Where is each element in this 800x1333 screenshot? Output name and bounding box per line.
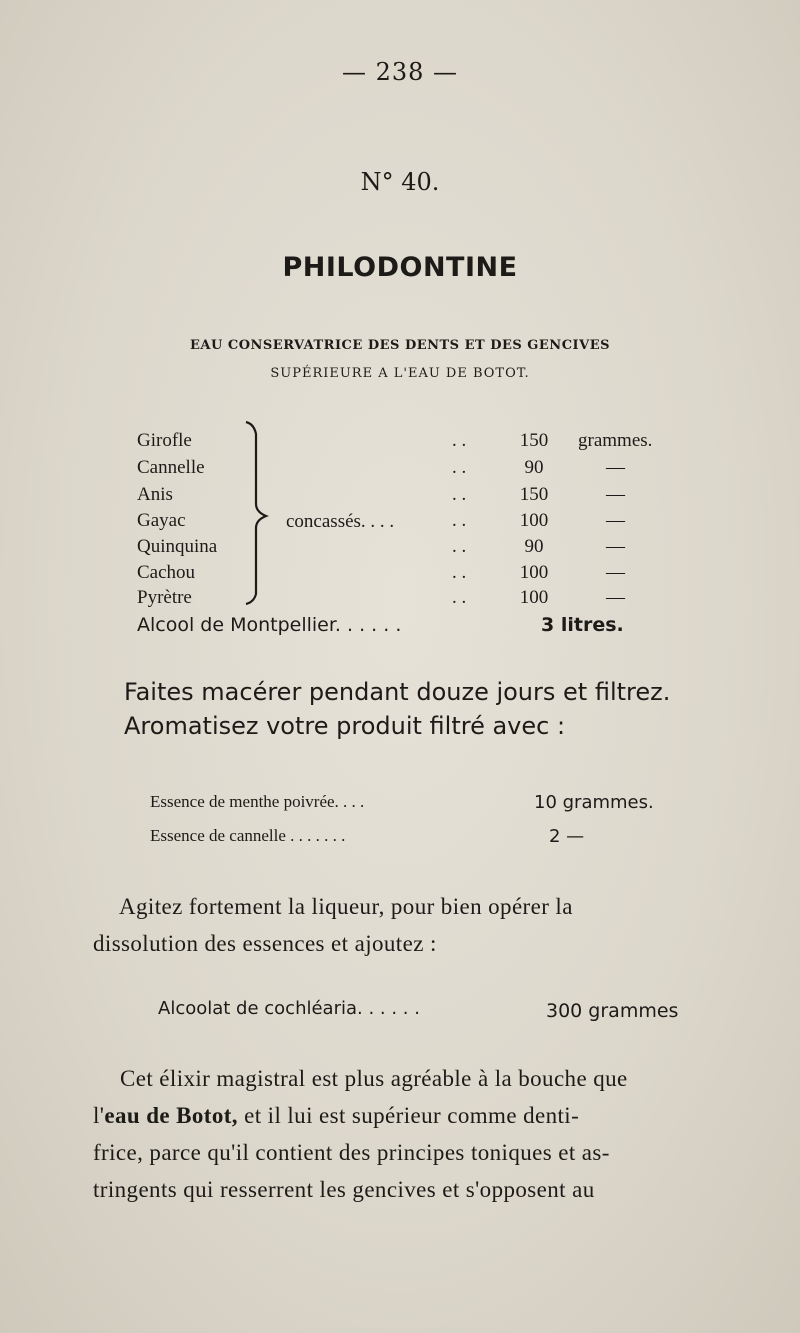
ingredient-name: Anis: [137, 484, 173, 505]
ingredient-qty: 100: [519, 562, 549, 583]
ingredient-qty: 90: [524, 457, 544, 478]
page-number: — 238 —: [341, 58, 459, 86]
final-line-1: Cet élixir magistral est plus agréable à la bouche que: [120, 1066, 628, 1091]
ingredient-qty: 100: [519, 510, 549, 531]
ingredient-qty: 100: [519, 587, 549, 608]
ingredient-unit: —: [606, 587, 625, 608]
essence-qty: 10 grammes.: [534, 792, 654, 813]
ingredient-unit: —: [606, 510, 625, 531]
final-line-4: tringents qui resserrent les gencives et s'opposent au: [93, 1177, 595, 1202]
instruction-aromatise: Aromatisez votre produit filtré avec :: [124, 712, 566, 740]
ingredient-name: Quinquina: [137, 536, 218, 557]
cochlearia-line: Alcoolat de cochléaria. . . . . .: [158, 998, 420, 1019]
ingredient-qty: 150: [519, 430, 549, 451]
recipe-title: PHILODONTINE: [282, 252, 518, 283]
eau-de-botot: eau de Botot,: [104, 1103, 238, 1128]
ingredient-unit: —: [606, 536, 625, 557]
agitez-line-2: dissolution des essences et ajoutez :: [93, 931, 437, 956]
ingredient-qty: 90: [524, 536, 544, 557]
ingredient-dots: . .: [452, 587, 467, 608]
cochlearia-qty: 300 grammes: [546, 1000, 679, 1022]
ingredient-name: Girofle: [137, 430, 192, 451]
ingredient-name: Gayac: [137, 510, 186, 531]
ingredient-dots: . .: [452, 536, 467, 557]
agitez-line-1: Agitez fortement la liqueur, pour bien opérer la: [119, 894, 573, 919]
alcool-qty: 3 litres.: [541, 614, 624, 636]
instruction-macerate: Faites macérer pendant douze jours et filtrez.: [124, 678, 671, 706]
essence-name: Essence de menthe poivrée. . . .: [150, 792, 365, 811]
recipe-number: N° 40.: [360, 168, 440, 196]
ingredient-name: Pyrètre: [137, 587, 192, 608]
subtitle-line-1: EAU CONSERVATRICE DES DENTS ET DES GENCIVES: [190, 338, 610, 353]
subtitle-line-2: SUPÉRIEURE A L'EAU DE BOTOT.: [270, 366, 530, 381]
ingredient-unit: —: [606, 484, 625, 505]
final-line-3: frice, parce qu'il contient des principes toniques et as-: [93, 1140, 610, 1165]
grouping-brace: [240, 420, 270, 606]
ingredient-dots: . .: [452, 430, 467, 451]
final-line-2-post: et il lui est supérieur comme denti-: [237, 1103, 580, 1128]
essence-qty: 2 —: [549, 826, 585, 847]
ingredient-dots: . .: [452, 510, 467, 531]
ingredient-unit: —: [606, 457, 625, 478]
ingredient-unit: —: [606, 562, 625, 583]
ingredient-name: Cachou: [137, 562, 196, 583]
ingredient-dots: . .: [452, 457, 467, 478]
ingredient-name: Cannelle: [137, 457, 205, 478]
ingredient-dots: . .: [452, 484, 467, 505]
alcool-line: Alcool de Montpellier. . . . . .: [137, 614, 402, 636]
concasses-label: concassés. . . .: [286, 511, 395, 532]
final-line-2-pre: l': [93, 1103, 105, 1128]
final-line-2: [93, 1103, 579, 1129]
essence-name: Essence de cannelle . . . . . . .: [150, 826, 346, 845]
ingredient-qty: 150: [519, 484, 549, 505]
ingredient-unit: grammes.: [578, 430, 653, 451]
ingredient-dots: . .: [452, 562, 467, 583]
